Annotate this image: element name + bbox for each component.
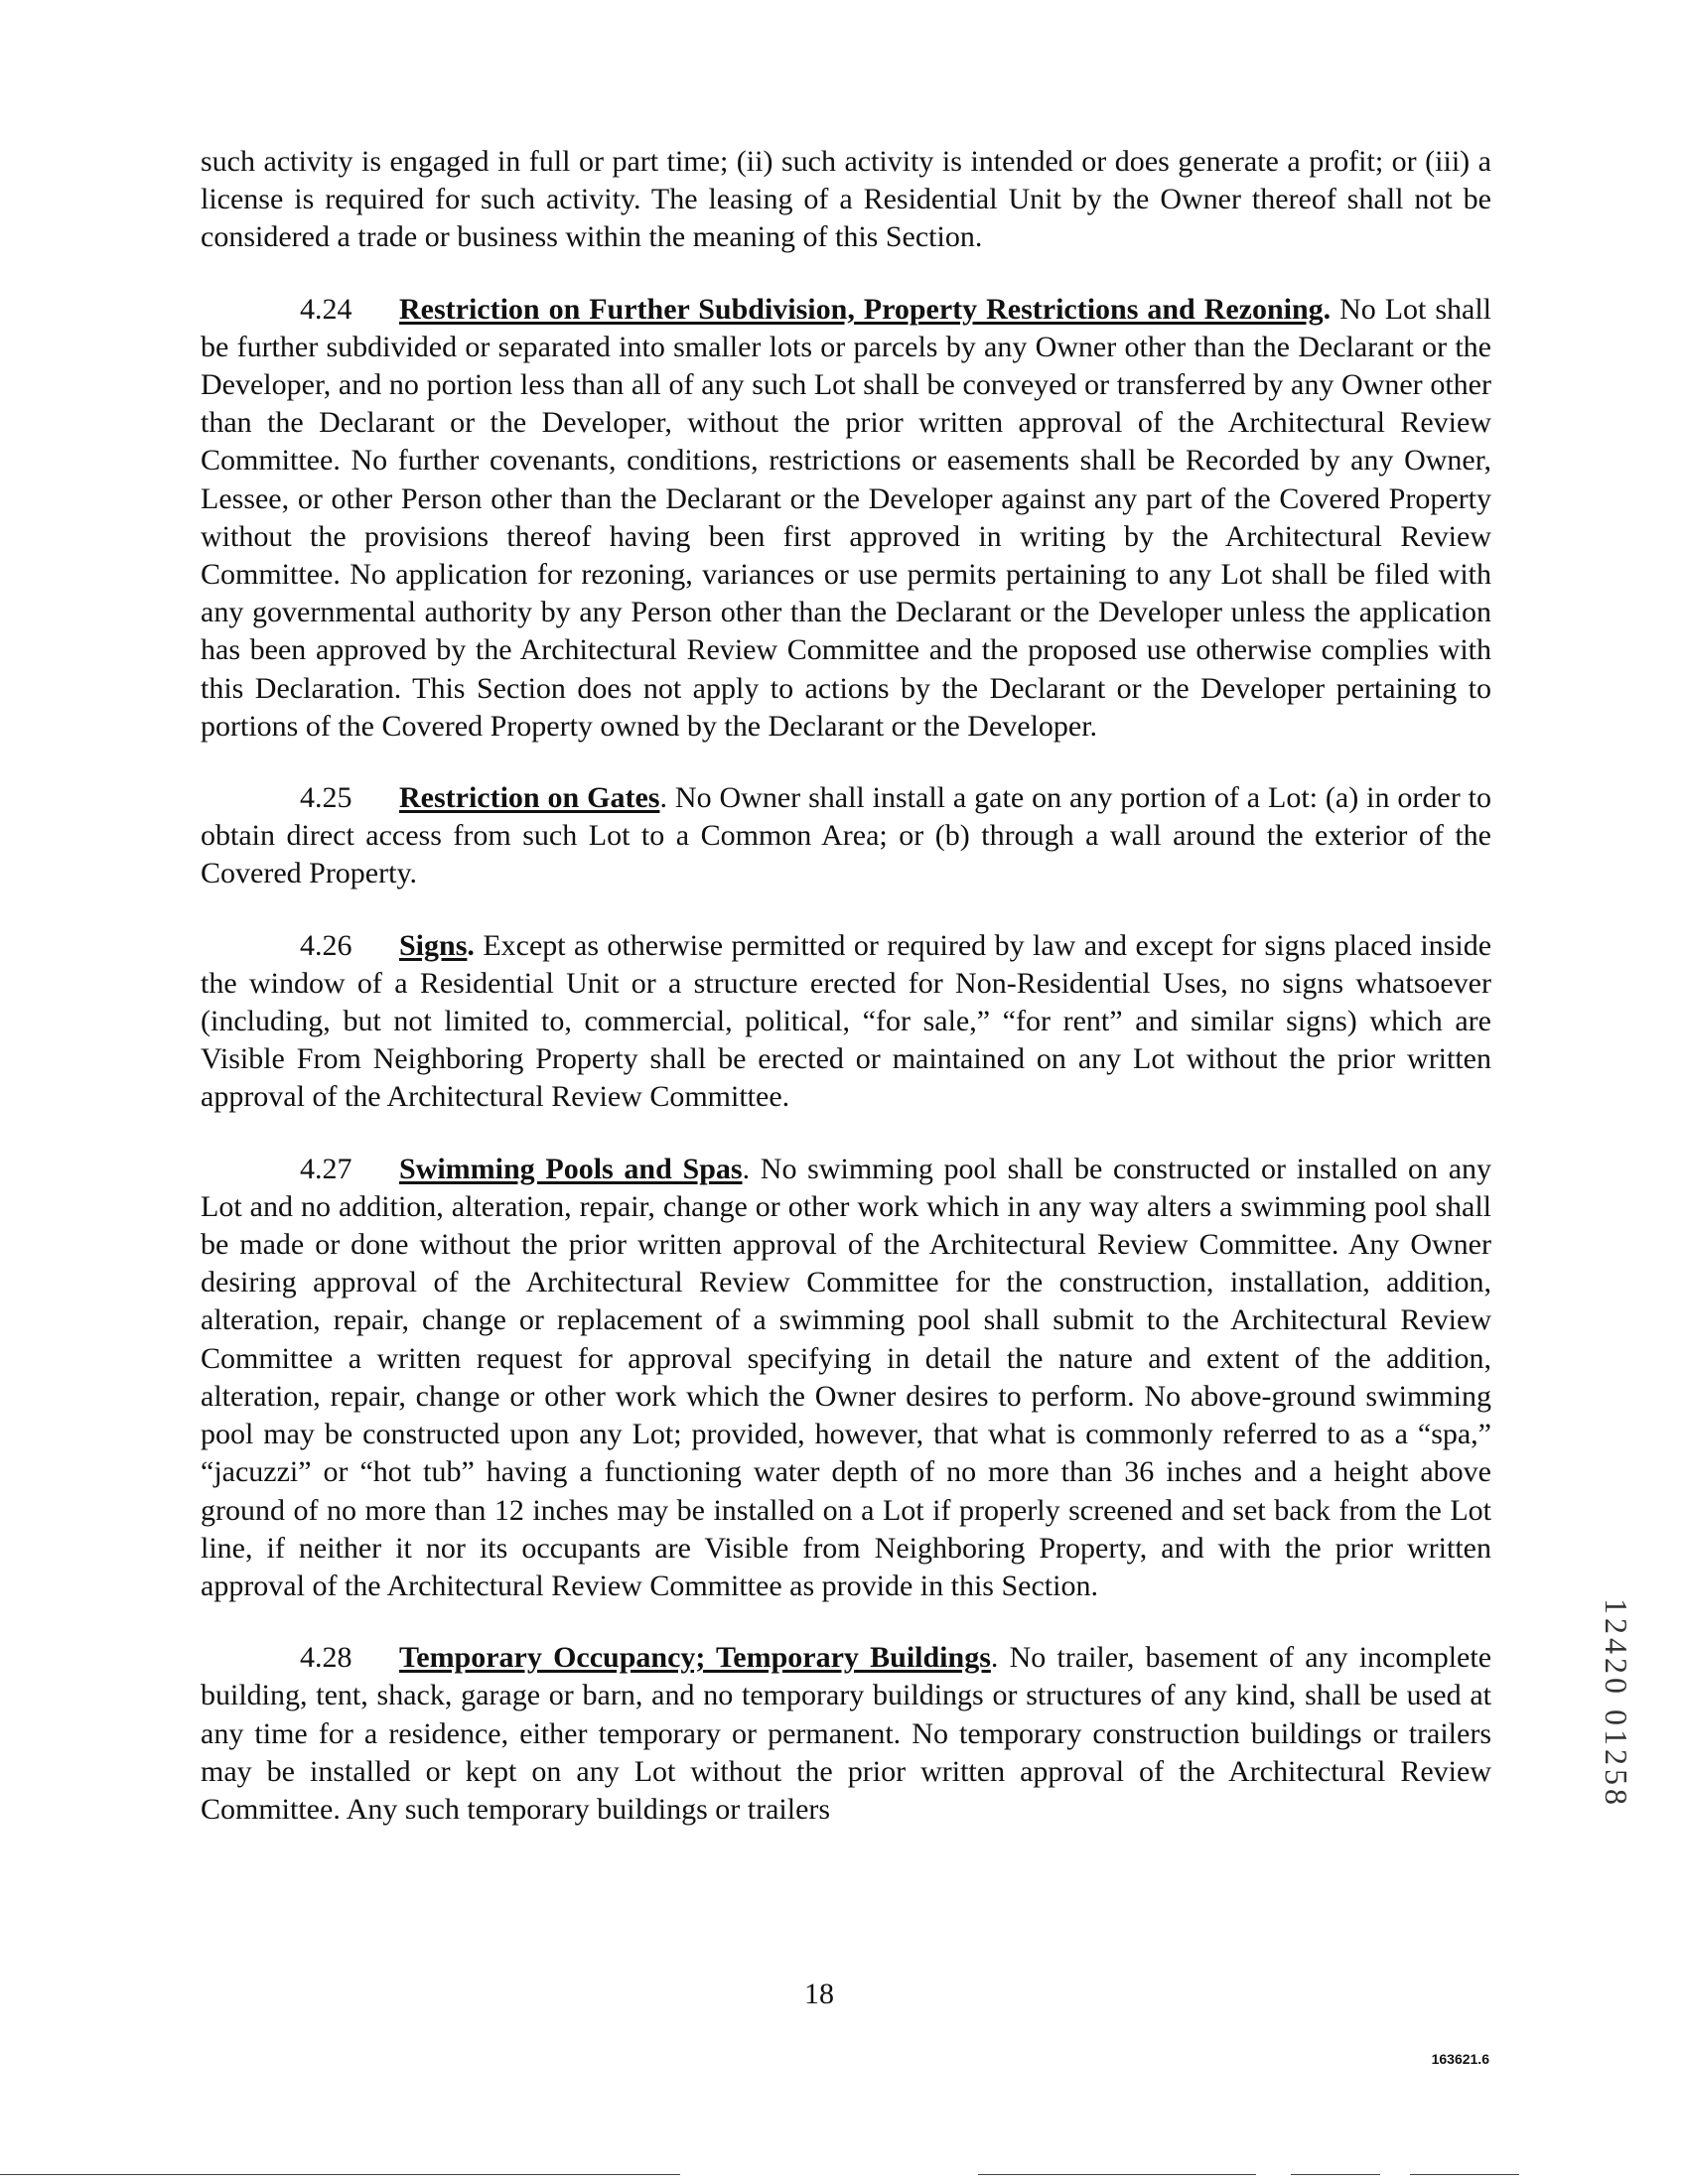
heading-period: . — [990, 1641, 999, 1675]
recording-stamp: 12420 01258 — [1599, 1598, 1634, 1809]
section-heading: Swimming Pools and Spas — [399, 1152, 743, 1185]
section-number: 4.27 — [300, 1152, 352, 1185]
page-number: 18 — [804, 1978, 834, 2010]
section-text: No swimming pool shall be constructed or installed on any Lot and no addition, alteration, repair, change or other work which in any way alters a swimming pool shall be made or done without the prior written approval of the Architectural Review Committee. Any Owner desiring approval of the Architectural Review Committee for the construction, installation, addition, alteration, repair, change or replacement of a swimming pool shall submit to the Architectural Review Committee a written request for approval specifying in detail the nature and extent of the addition, alteration, repair, change or other work which the Owner desires to perform. No above-ground swimming pool may be constructed upon any Lot; provided, however, that what is commonly referred to as a “spa,” “jacuzzi” or “hot tub” having a functioning water depth of no more than 36 inches and a height above ground of no more than 12 inches may be installed on a Lot if properly screened and set back from the Lot line, if neither it nor its occupants are Visible from Neighboring Property, and with the prior written approval of the Architectural Review Committee as provide in this Section. — [201, 1152, 1492, 1602]
heading-period: . — [1323, 292, 1332, 326]
section-text: Except as otherwise permitted or required by law and except for signs placed inside the window of a Residential Unit or a structure erected for Non-Residential Uses, no signs whatsoever (including, but not limited to, commercial, political, “for sale,” “for rent” and similar signs) which are Visible From Neighboring Property shall be erected or maintained on any Lot without the prior written approval of the Architectural Review Committee. — [201, 928, 1492, 1114]
section-text: No Owner shall install a gate on any portion of a Lot: (a) in order to obtain direct access from such Lot to a Common Area; or (b) through a wall around the exterior of the Covered Property. — [201, 781, 1491, 890]
scan-edge-line — [1410, 2174, 1519, 2175]
heading-period: . — [467, 928, 475, 962]
section-number: 4.25 — [300, 781, 352, 815]
document-body — [201, 143, 1491, 1862]
section-heading: Restriction on Gates — [399, 781, 660, 815]
section-heading: Restriction on Further Subdivision, Property Restrictions and Rezoning — [399, 292, 1324, 326]
heading-period: . — [742, 1152, 751, 1185]
section-heading: Signs — [399, 928, 468, 962]
section-4-26 — [201, 927, 1491, 1117]
opening-paragraph: such activity is engaged in full or part time; (ii) such activity is intended or does generate a profit; or (iii) a license is required for such activity. The leasing of a Residential Unit by the Owner thereof shall not be considered a trade or business within the meaning of this Section. — [201, 145, 1491, 254]
section-number: 4.24 — [300, 292, 352, 326]
section-4-28 — [201, 1639, 1491, 1829]
scan-edge-line — [978, 2174, 1256, 2175]
heading-period: . — [659, 781, 667, 815]
scan-edge-line — [0, 2174, 680, 2175]
scan-edge-line — [1291, 2174, 1380, 2175]
section-4-25 — [201, 779, 1491, 893]
section-heading: Temporary Occupancy; Temporary Buildings — [399, 1641, 991, 1675]
section-4-24 — [201, 291, 1491, 746]
section-text: No Lot shall be further subdivided or separated into smaller lots or parcels by any Owner other than the Declarant or the Developer, and no portion less than all of any such Lot shall be conveyed or transferred by any Owner other than the Declarant or the Developer, without the prior written approval of the Architectural Review Committee. No further covenants, conditions, restrictions or easements shall be Recorded by any Owner, Lessee, or other Person other than the Declarant or the Developer against any part of the Covered Property without the provisions thereof having been first approved in writing by the Architectural Review Committee. No application for rezoning, variances or use permits pertaining to any Lot shall be filed with any governmental authority by any Person other than the Declarant or the Developer unless the application has been approved by the Architectural Review Committee and the proposed use otherwise complies with this Declaration. This Section does not apply to actions by the Declarant or the Developer pertaining to portions of the Covered Property owned by the Declarant or the Developer. — [201, 292, 1491, 743]
section-number: 4.28 — [300, 1641, 352, 1675]
document-id: 163621.6 — [1431, 2051, 1489, 2067]
section-text: No trailer, basement of any incomplete building, tent, shack, garage or barn, and no temporary buildings or structures of any kind, shall be used at any time for a residence, either temporary or permanent. No temporary construction buildings or trailers may be installed or kept on any Lot without the prior written approval of the Architectural Review Committee. Any such temporary buildings or trailers — [201, 1641, 1492, 1826]
section-number: 4.26 — [300, 928, 352, 962]
section-4-27 — [201, 1151, 1491, 1605]
